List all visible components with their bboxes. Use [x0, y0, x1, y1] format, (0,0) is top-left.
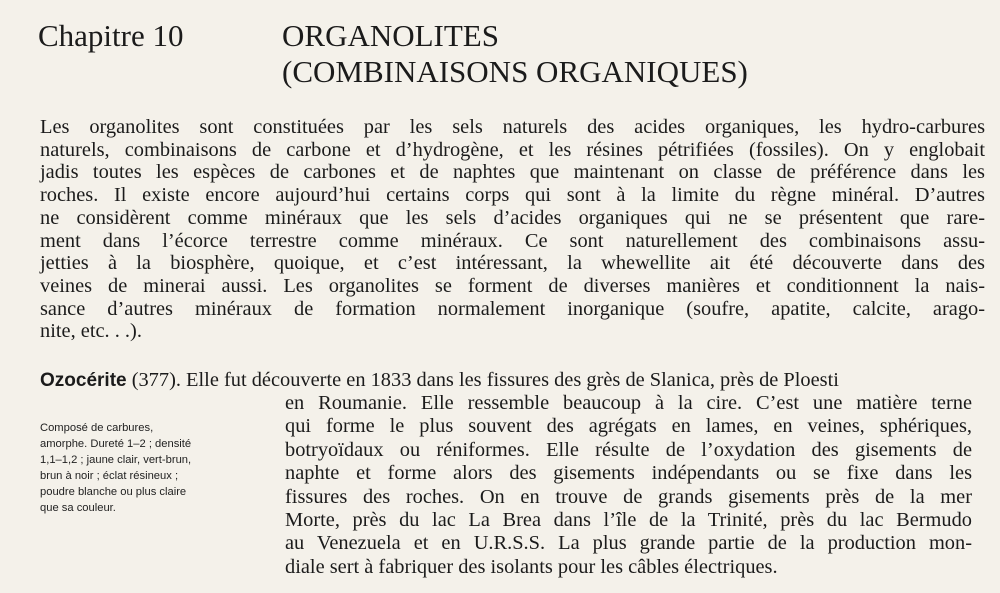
mineral-properties-note	[40, 420, 260, 516]
chapter-title-line-2: (COMBINAISONS ORGANIQUES)	[282, 54, 748, 89]
intro-line: roches. Il existe encore aujourd’hui certains corps qui sont à la limite du règne minéral. D’autres	[40, 184, 985, 207]
mineral-name: Ozocérite	[40, 370, 127, 391]
note-line: Composé de carbures,	[40, 422, 154, 434]
intro-line: Les organolites sont constituées par les sels naturels des acides organiques, les hydro-carbures	[40, 116, 985, 138]
intro-line: veines de minerai aussi. Les organolites se forment de diverses manières et conditionnent la nais-	[40, 274, 985, 297]
description-line: fissures des roches. On en trouve de grands gisements près de la mer	[285, 485, 972, 508]
mineral-first-line: (377). Elle fut découverte en 1833 dans les fissures des grès de Slanica, près de Ploesti	[126, 369, 839, 391]
note-line: que sa couleur.	[40, 502, 116, 514]
intro-paragraph	[40, 116, 985, 343]
mineral-description	[285, 392, 972, 579]
note-line: brun à noir ; éclat résineux ;	[40, 470, 179, 482]
note-line: 1,1–1,2 ; jaune clair, vert-brun,	[40, 454, 192, 466]
intro-line: naturels, combinaisons de carbone et d’hydrogène, et les résines pétrifiées (fossiles). On y englobait	[40, 138, 985, 161]
description-line: Morte, près du lac La Brea dans l’île de la Trinité, près du lac Bermudo	[285, 509, 972, 532]
intro-line: jetties à la biosphère, quoique, et c’est intéressant, la whewellite ait été découverte dans des	[40, 252, 985, 275]
note-line: amorphe. Dureté 1–2 ; densité	[40, 438, 192, 450]
intro-line: ment dans l’écorce terrestre comme minéraux. Ce sont naturellement des combinaisons assu-	[40, 229, 985, 252]
mineral-entry-heading	[40, 369, 970, 392]
description-line: naphte et forme alors des gisements indépendants ou se fixe dans les	[285, 462, 972, 485]
description-line: qui forme le plus souvent des agrégats en lames, en veines, sphériques,	[285, 415, 972, 438]
description-line: botryoïdaux ou réniformes. Elle résulte de l’oxydation des gisements de	[285, 438, 972, 461]
description-line: au Venezuela et en U.R.S.S. La plus grande partie de la production mon-	[285, 532, 972, 555]
description-line: diale sert à fabriquer des isolants pour les câbles électriques.	[285, 555, 778, 578]
intro-line: ne considèrent comme minéraux que les sels d’acides organiques qui ne se présentent que rare-	[40, 206, 985, 229]
description-line: en Roumanie. Elle ressemble beaucoup à la cire. C’est une matière terne	[285, 392, 972, 414]
chapter-title	[282, 18, 748, 90]
intro-line: sance d’autres minéraux de formation normalement inorganique (soufre, apatite, calcite, arago-	[40, 297, 985, 320]
note-line: poudre blanche ou plus claire	[40, 486, 187, 498]
intro-line: jadis toutes les espèces de carbones et de naphtes que maintenant on classe de préférence dans les	[40, 161, 985, 184]
chapter-title-line-1: ORGANOLITES	[282, 18, 499, 53]
intro-line: nite, etc. . .).	[40, 320, 142, 343]
chapter-label: Chapitre 10	[38, 18, 184, 53]
